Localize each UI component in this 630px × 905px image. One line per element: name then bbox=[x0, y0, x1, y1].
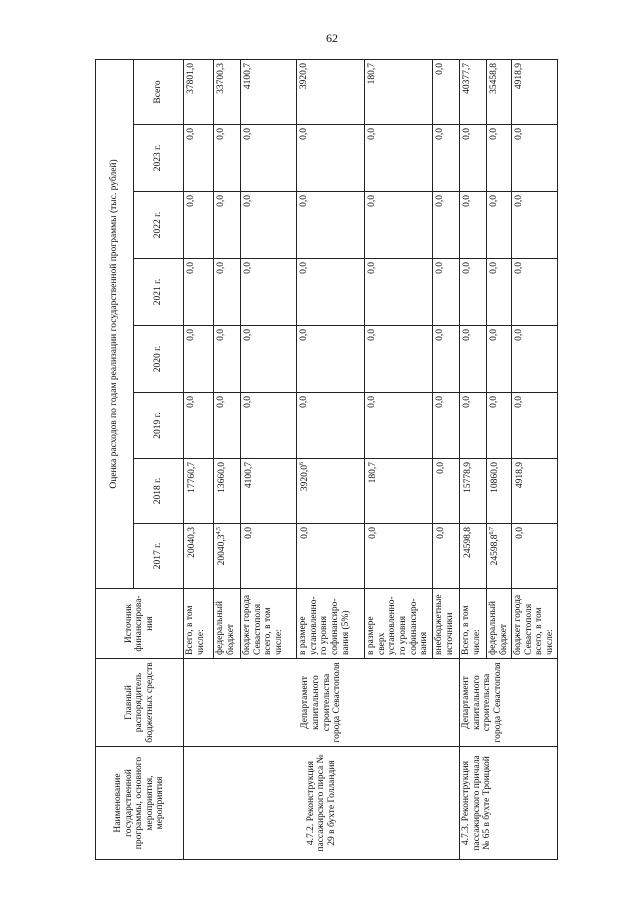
value-cell: 0,0 bbox=[433, 259, 460, 326]
value-cell: 0,0 bbox=[214, 259, 241, 326]
value-cell: 0,0 bbox=[297, 259, 365, 326]
value-cell: 20040,3$^{4,5}$ bbox=[214, 524, 241, 589]
value-cell: 24598,8 bbox=[460, 524, 487, 589]
header-source: Источник финансирова-ния bbox=[96, 589, 184, 659]
value-cell: 0,0 bbox=[433, 192, 460, 259]
table-row bbox=[460, 59, 487, 859]
measure-name-cell bbox=[460, 747, 558, 860]
header-year-2021: 2021 г. bbox=[134, 259, 184, 326]
value-cell: 0,0 bbox=[512, 524, 558, 589]
header-total: Всего bbox=[134, 59, 184, 124]
total-cell: 4100,7 bbox=[241, 59, 297, 124]
value-cell: 0,0 bbox=[365, 125, 433, 192]
value-cell: 20040,3 bbox=[184, 524, 214, 589]
value-cell: 180,7 bbox=[365, 459, 433, 524]
source-cell: в размере сверх установленно-го уровня софинансиро-вания bbox=[365, 589, 433, 659]
source-cell: федеральный бюджет bbox=[214, 589, 241, 659]
header-year-2023: 2023 г. bbox=[134, 125, 184, 192]
value-cell: 0,0 bbox=[460, 393, 487, 459]
value-cell: 0,0 bbox=[214, 326, 241, 393]
value-cell: 0,0 bbox=[297, 326, 365, 393]
value-cell: 0,0 bbox=[487, 393, 512, 459]
header-estimate: Оценка расходов по годам реализации государственной программы (тыс. рублей) bbox=[96, 59, 134, 588]
value-cell: 0,0 bbox=[512, 393, 558, 459]
manager-name: Департамент капитального строительства города Севастополя bbox=[300, 662, 343, 743]
total-cell: 35458,8 bbox=[487, 59, 512, 124]
header-year-2019: 2019 г. bbox=[134, 393, 184, 459]
value-cell: 0,0 bbox=[184, 259, 214, 326]
rotated-table-container bbox=[95, 60, 555, 860]
total-cell: 180,7 bbox=[365, 59, 433, 124]
source-cell: в размере установленно-го уровня софинансиро-вания (5%) bbox=[297, 589, 365, 659]
value-cell: 0,0 bbox=[512, 259, 558, 326]
header-name: Наименование государственной программы, основного мероприятия, мероприятия bbox=[96, 747, 184, 860]
value-cell: 0,0 bbox=[365, 393, 433, 459]
source-cell: бюджет города Севастополя всего, в том числе: bbox=[512, 589, 558, 659]
value-cell: 0,0 bbox=[184, 125, 214, 192]
value-cell: 0,0 bbox=[487, 125, 512, 192]
value-cell: 15778,9 bbox=[460, 459, 487, 524]
value-cell: 0,0 bbox=[460, 326, 487, 393]
value-cell: 0,0 bbox=[460, 125, 487, 192]
value-cell: 0,0 bbox=[487, 259, 512, 326]
total-cell: 37801,0 bbox=[184, 59, 214, 124]
page-number: 62 bbox=[326, 31, 338, 45]
value-cell: 0,0 bbox=[241, 326, 297, 393]
value-cell: 0,0 bbox=[241, 259, 297, 326]
total-cell: 33700,3 bbox=[214, 59, 241, 124]
value-cell: 0,0 bbox=[184, 326, 214, 393]
measure-name-cell bbox=[184, 747, 460, 860]
source-cell: Всего, в том числе: bbox=[184, 589, 214, 659]
value-cell: 3920,0$^6$ bbox=[297, 459, 365, 524]
measure-name: 4.7.2. Реконструкция пассажирского пирса № 29 в бухте Голландия bbox=[305, 754, 337, 852]
expenditure-table bbox=[95, 59, 558, 860]
value-cell: 10860,0 bbox=[487, 459, 512, 524]
value-cell: 0,0 bbox=[365, 524, 433, 589]
value-cell: 0,0 bbox=[433, 524, 460, 589]
value-cell: 0,0 bbox=[433, 459, 460, 524]
value-cell: 0,0 bbox=[297, 393, 365, 459]
header-main-manager: Главный распорядитель бюджетных средств bbox=[96, 659, 184, 747]
value-cell: 0,0 bbox=[365, 192, 433, 259]
value-cell: 17760,7 bbox=[184, 459, 214, 524]
value-cell: 0,0 bbox=[433, 326, 460, 393]
value-cell: 0,0 bbox=[512, 125, 558, 192]
value-cell: 4918,9 bbox=[512, 459, 558, 524]
value-cell: 0,0 bbox=[512, 326, 558, 393]
total-cell: 4918,9 bbox=[512, 59, 558, 124]
total-cell: 3920,0 bbox=[297, 59, 365, 124]
value-cell: 0,0 bbox=[214, 192, 241, 259]
value-cell: 0,0 bbox=[241, 524, 297, 589]
source-cell: бюджет города Севастополя всего, в том числе: bbox=[241, 589, 297, 659]
value-cell: 0,0 bbox=[487, 326, 512, 393]
header-year-2020: 2020 г. bbox=[134, 326, 184, 393]
header-year-2017: 2017 г. bbox=[134, 524, 184, 589]
source-cell: внебюджетные источники bbox=[433, 589, 460, 659]
value-cell: 0,0 bbox=[433, 125, 460, 192]
value-cell: 0,0 bbox=[214, 125, 241, 192]
manager-cell bbox=[460, 659, 558, 747]
value-cell: 0,0 bbox=[184, 192, 214, 259]
value-cell: 0,0 bbox=[365, 259, 433, 326]
header-year-2022: 2022 г. bbox=[134, 192, 184, 259]
value-cell: 0,0 bbox=[487, 192, 512, 259]
value-cell: 0,0 bbox=[433, 393, 460, 459]
header-year-2018: 2018 г. bbox=[134, 459, 184, 524]
value-cell: 4100,7 bbox=[241, 459, 297, 524]
value-cell: 0,0 bbox=[241, 125, 297, 192]
source-cell: Всего, в том числе: bbox=[460, 589, 487, 659]
value-cell: 0,0 bbox=[241, 393, 297, 459]
total-cell: 0,0 bbox=[433, 59, 460, 124]
value-cell: 0,0 bbox=[184, 393, 214, 459]
value-cell: 0,0 bbox=[365, 326, 433, 393]
value-cell: 0,0 bbox=[297, 192, 365, 259]
measure-name: 4.7.3. Реконструкция пассажирского причала № 65 в бухте Троицкой bbox=[461, 755, 493, 851]
manager-name: Департамент капитального строительства города Севастополя bbox=[461, 662, 503, 743]
manager-cell bbox=[184, 659, 460, 747]
value-cell: 0,0 bbox=[297, 125, 365, 192]
value-cell: 24598,8$^{6,7}$ bbox=[487, 524, 512, 589]
value-cell: 0,0 bbox=[460, 259, 487, 326]
value-cell: 0,0 bbox=[460, 192, 487, 259]
value-cell: 0,0 bbox=[512, 192, 558, 259]
value-cell: 0,0 bbox=[297, 524, 365, 589]
value-cell: 0,0 bbox=[214, 393, 241, 459]
total-cell: 40377,7 bbox=[460, 59, 487, 124]
value-cell: 0,0 bbox=[241, 192, 297, 259]
value-cell: 13660,0 bbox=[214, 459, 241, 524]
table-row bbox=[184, 59, 214, 859]
source-cell: федеральный бюджет bbox=[487, 589, 512, 659]
